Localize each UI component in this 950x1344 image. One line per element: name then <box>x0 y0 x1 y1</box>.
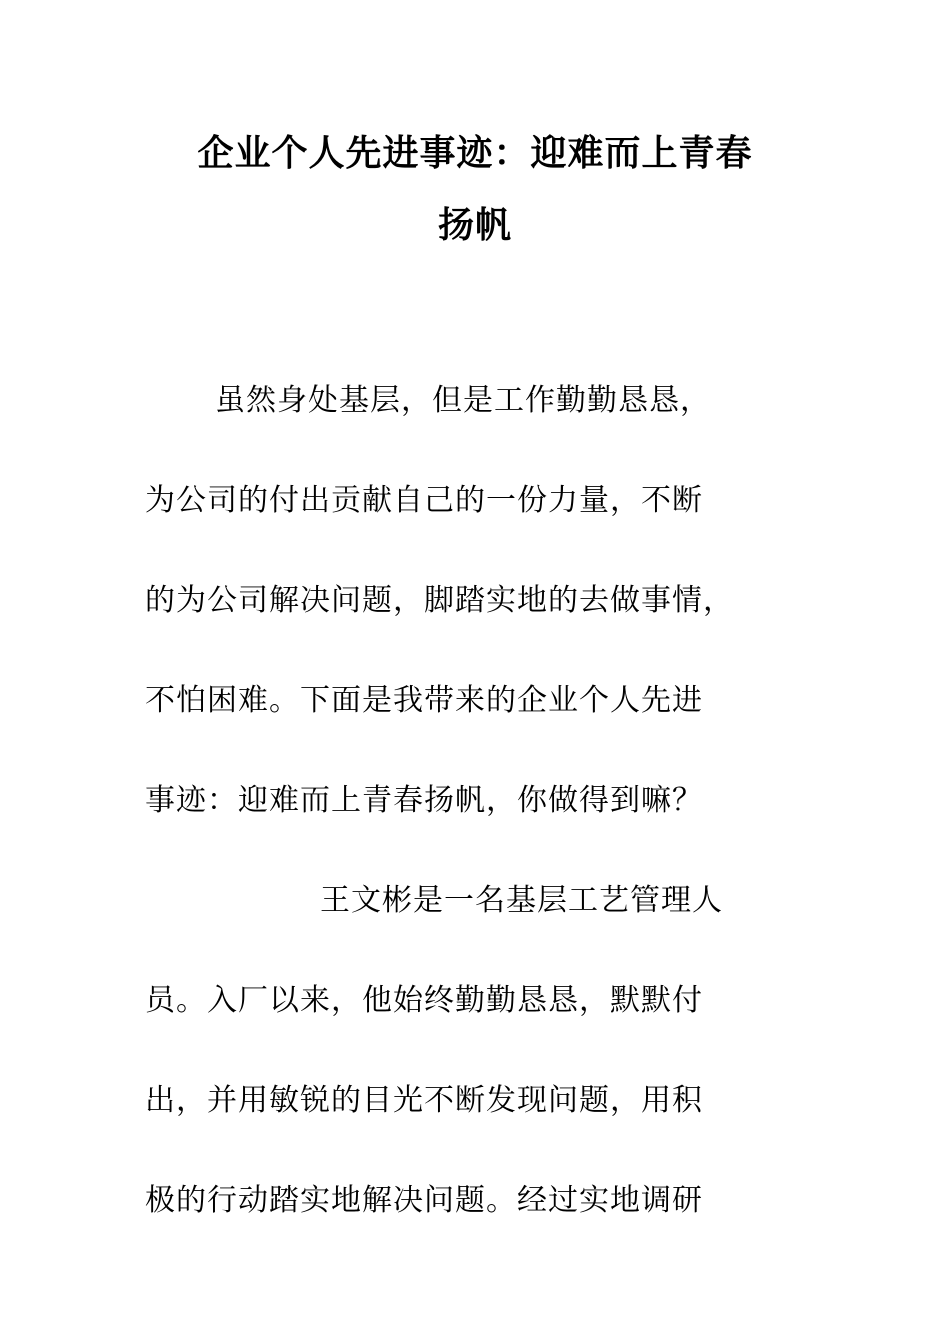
body-text-line: 员。入厂以来，他始终勤勤恳恳，默默付 <box>145 983 703 1018</box>
body-text-line: 出，并用敏锐的目光不断发现问题，用积 <box>145 1083 703 1118</box>
body-text-line: 王文彬是一名基层工艺管理人 <box>320 883 723 918</box>
body-text-line: 不怕困难。下面是我带来的企业个人先进 <box>145 683 703 718</box>
body-text-line: 的为公司解决问题，脚踏实地的去做事情， <box>145 583 734 618</box>
body-text-line: 虽然身处基层，但是工作勤勤恳恳， <box>215 383 711 418</box>
body-text-line: 极的行动踏实地解决问题。经过实地调研 <box>145 1183 703 1218</box>
body-text-line: 为公司的付出贡献自己的一份力量，不断 <box>145 483 703 518</box>
document-title-line-1: 企业个人先进事迹：迎难而上青春 <box>197 132 753 174</box>
document-title-line-2: 扬帆 <box>437 204 512 246</box>
body-text-line: 事迹：迎难而上青春扬帆，你做得到嘛？ <box>145 783 703 818</box>
